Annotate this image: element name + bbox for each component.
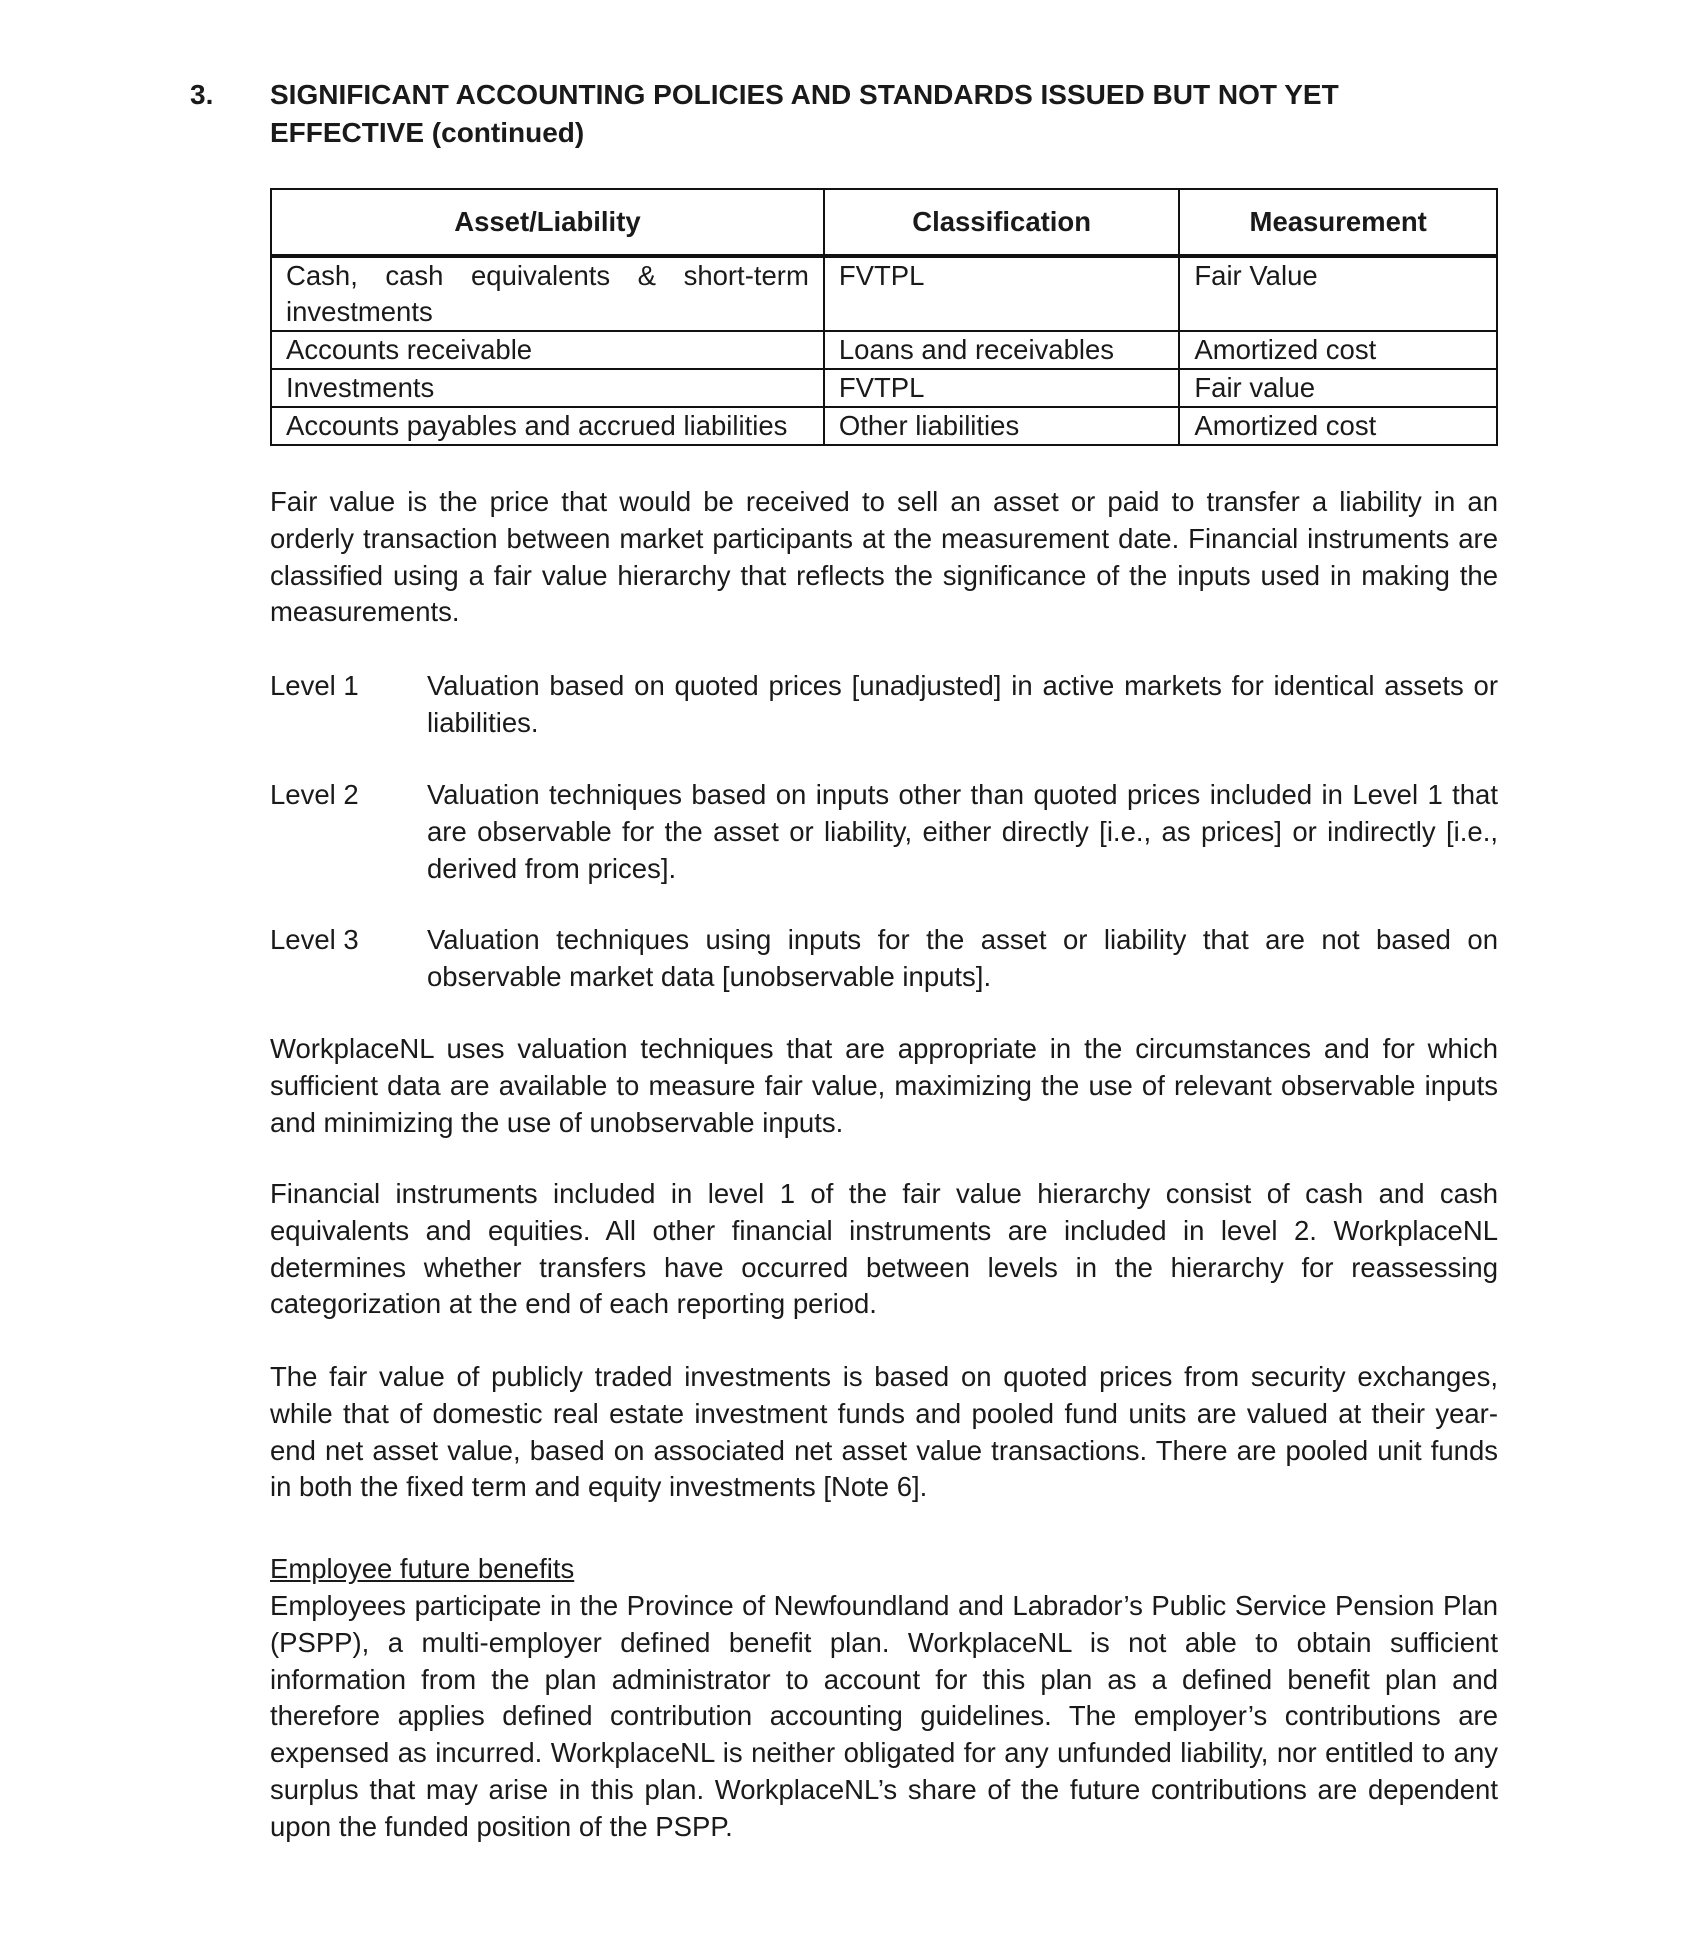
- header-asset-liability: Asset/Liability: [271, 189, 824, 256]
- cell-measurement: Amortized cost: [1179, 331, 1497, 369]
- cell-classification: FVTPL: [824, 369, 1180, 407]
- header-measurement: Measurement: [1179, 189, 1497, 256]
- table-row: [271, 369, 1497, 407]
- cell-classification: Loans and receivables: [824, 331, 1180, 369]
- level-description: Valuation based on quoted prices [unadjusted] in active markets for identical assets or liabilities.: [427, 670, 1498, 738]
- table-row: [271, 256, 1497, 331]
- employee-benefits-heading: Employee future benefits: [270, 1553, 575, 1584]
- level-label: Level 1: [270, 670, 359, 701]
- cell-asset: Accounts receivable: [271, 331, 824, 369]
- cell-measurement: Fair value: [1179, 369, 1497, 407]
- level-classification-paragraph: Financial instruments included in level 1 of the fair value hierarchy consist of cash and cash equivalents and equities. All other financial instruments are included in level 2. WorkplaceNL determines whether transfers have occurred between levels in the hierarchy for reassessing categorization at the end of each reporting period.: [270, 1178, 1498, 1320]
- classification-table: [270, 188, 1498, 446]
- section-title: SIGNIFICANT ACCOUNTING POLICIES AND STANDARDS ISSUED BUT NOT YET EFFECTIVE (continued): [270, 79, 1339, 148]
- level-label: Level 3: [270, 924, 359, 955]
- valuation-techniques-paragraph: WorkplaceNL uses valuation techniques that are appropriate in the circumstances and for which sufficient data are available to measure fair value, maximizing the use of relevant observable inputs and minimizing the use of unobservable inputs.: [270, 1033, 1498, 1138]
- cell-asset: Investments: [271, 369, 824, 407]
- section-number: 3.: [190, 79, 214, 110]
- cell-measurement: Amortized cost: [1179, 407, 1497, 445]
- cell-classification: Other liabilities: [824, 407, 1180, 445]
- cell-measurement: Fair Value: [1179, 256, 1497, 331]
- cell-asset: Accounts payables and accrued liabilities: [271, 407, 824, 445]
- table-row: [271, 407, 1497, 445]
- level-label: Level 2: [270, 779, 359, 810]
- cell-classification: FVTPL: [824, 256, 1180, 331]
- cell-asset: Cash, cash equivalents & short-term investments: [271, 256, 824, 331]
- header-classification: Classification: [824, 189, 1180, 256]
- fair-value-paragraph: Fair value is the price that would be received to sell an asset or paid to transfer a liability in an orderly transaction between market participants at the measurement date. Financial instruments are classified using a fair value hierarchy that reflects the significance of the inputs used in making the measurements.: [270, 486, 1498, 628]
- table-row: [271, 331, 1497, 369]
- level-description: Valuation techniques based on inputs other than quoted prices included in Level 1 that are observable for the asset or liability, either directly [i.e., as prices] or indirectly [i.e., derived from prices].: [427, 779, 1498, 884]
- publicly-traded-paragraph: The fair value of publicly traded investments is based on quoted prices from security exchanges, while that of domestic real estate investment funds and pooled fund units are valued at their year-end net asset value, based on associated net asset value transactions. There are pooled unit funds in both the fixed term and equity investments [Note 6].: [270, 1361, 1498, 1503]
- employee-benefits-paragraph: Employees participate in the Province of Newfoundland and Labrador’s Public Service Pension Plan (PSPP), a multi-employer defined benefit plan. WorkplaceNL is not able to obtain sufficient information from the plan administrator to account for this plan as a defined benefit plan and therefore applies defined contribution accounting guidelines. The employer’s contributions are expensed as incurred. WorkplaceNL is neither obligated for any unfunded liability, nor entitled to any surplus that may arise in this plan. WorkplaceNL’s share of the future contributions are dependent upon the funded position of the PSPP.: [270, 1590, 1498, 1842]
- table-header-row: [271, 189, 1497, 256]
- level-description: Valuation techniques using inputs for the asset or liability that are not based on observable market data [unobservable inputs].: [427, 924, 1498, 992]
